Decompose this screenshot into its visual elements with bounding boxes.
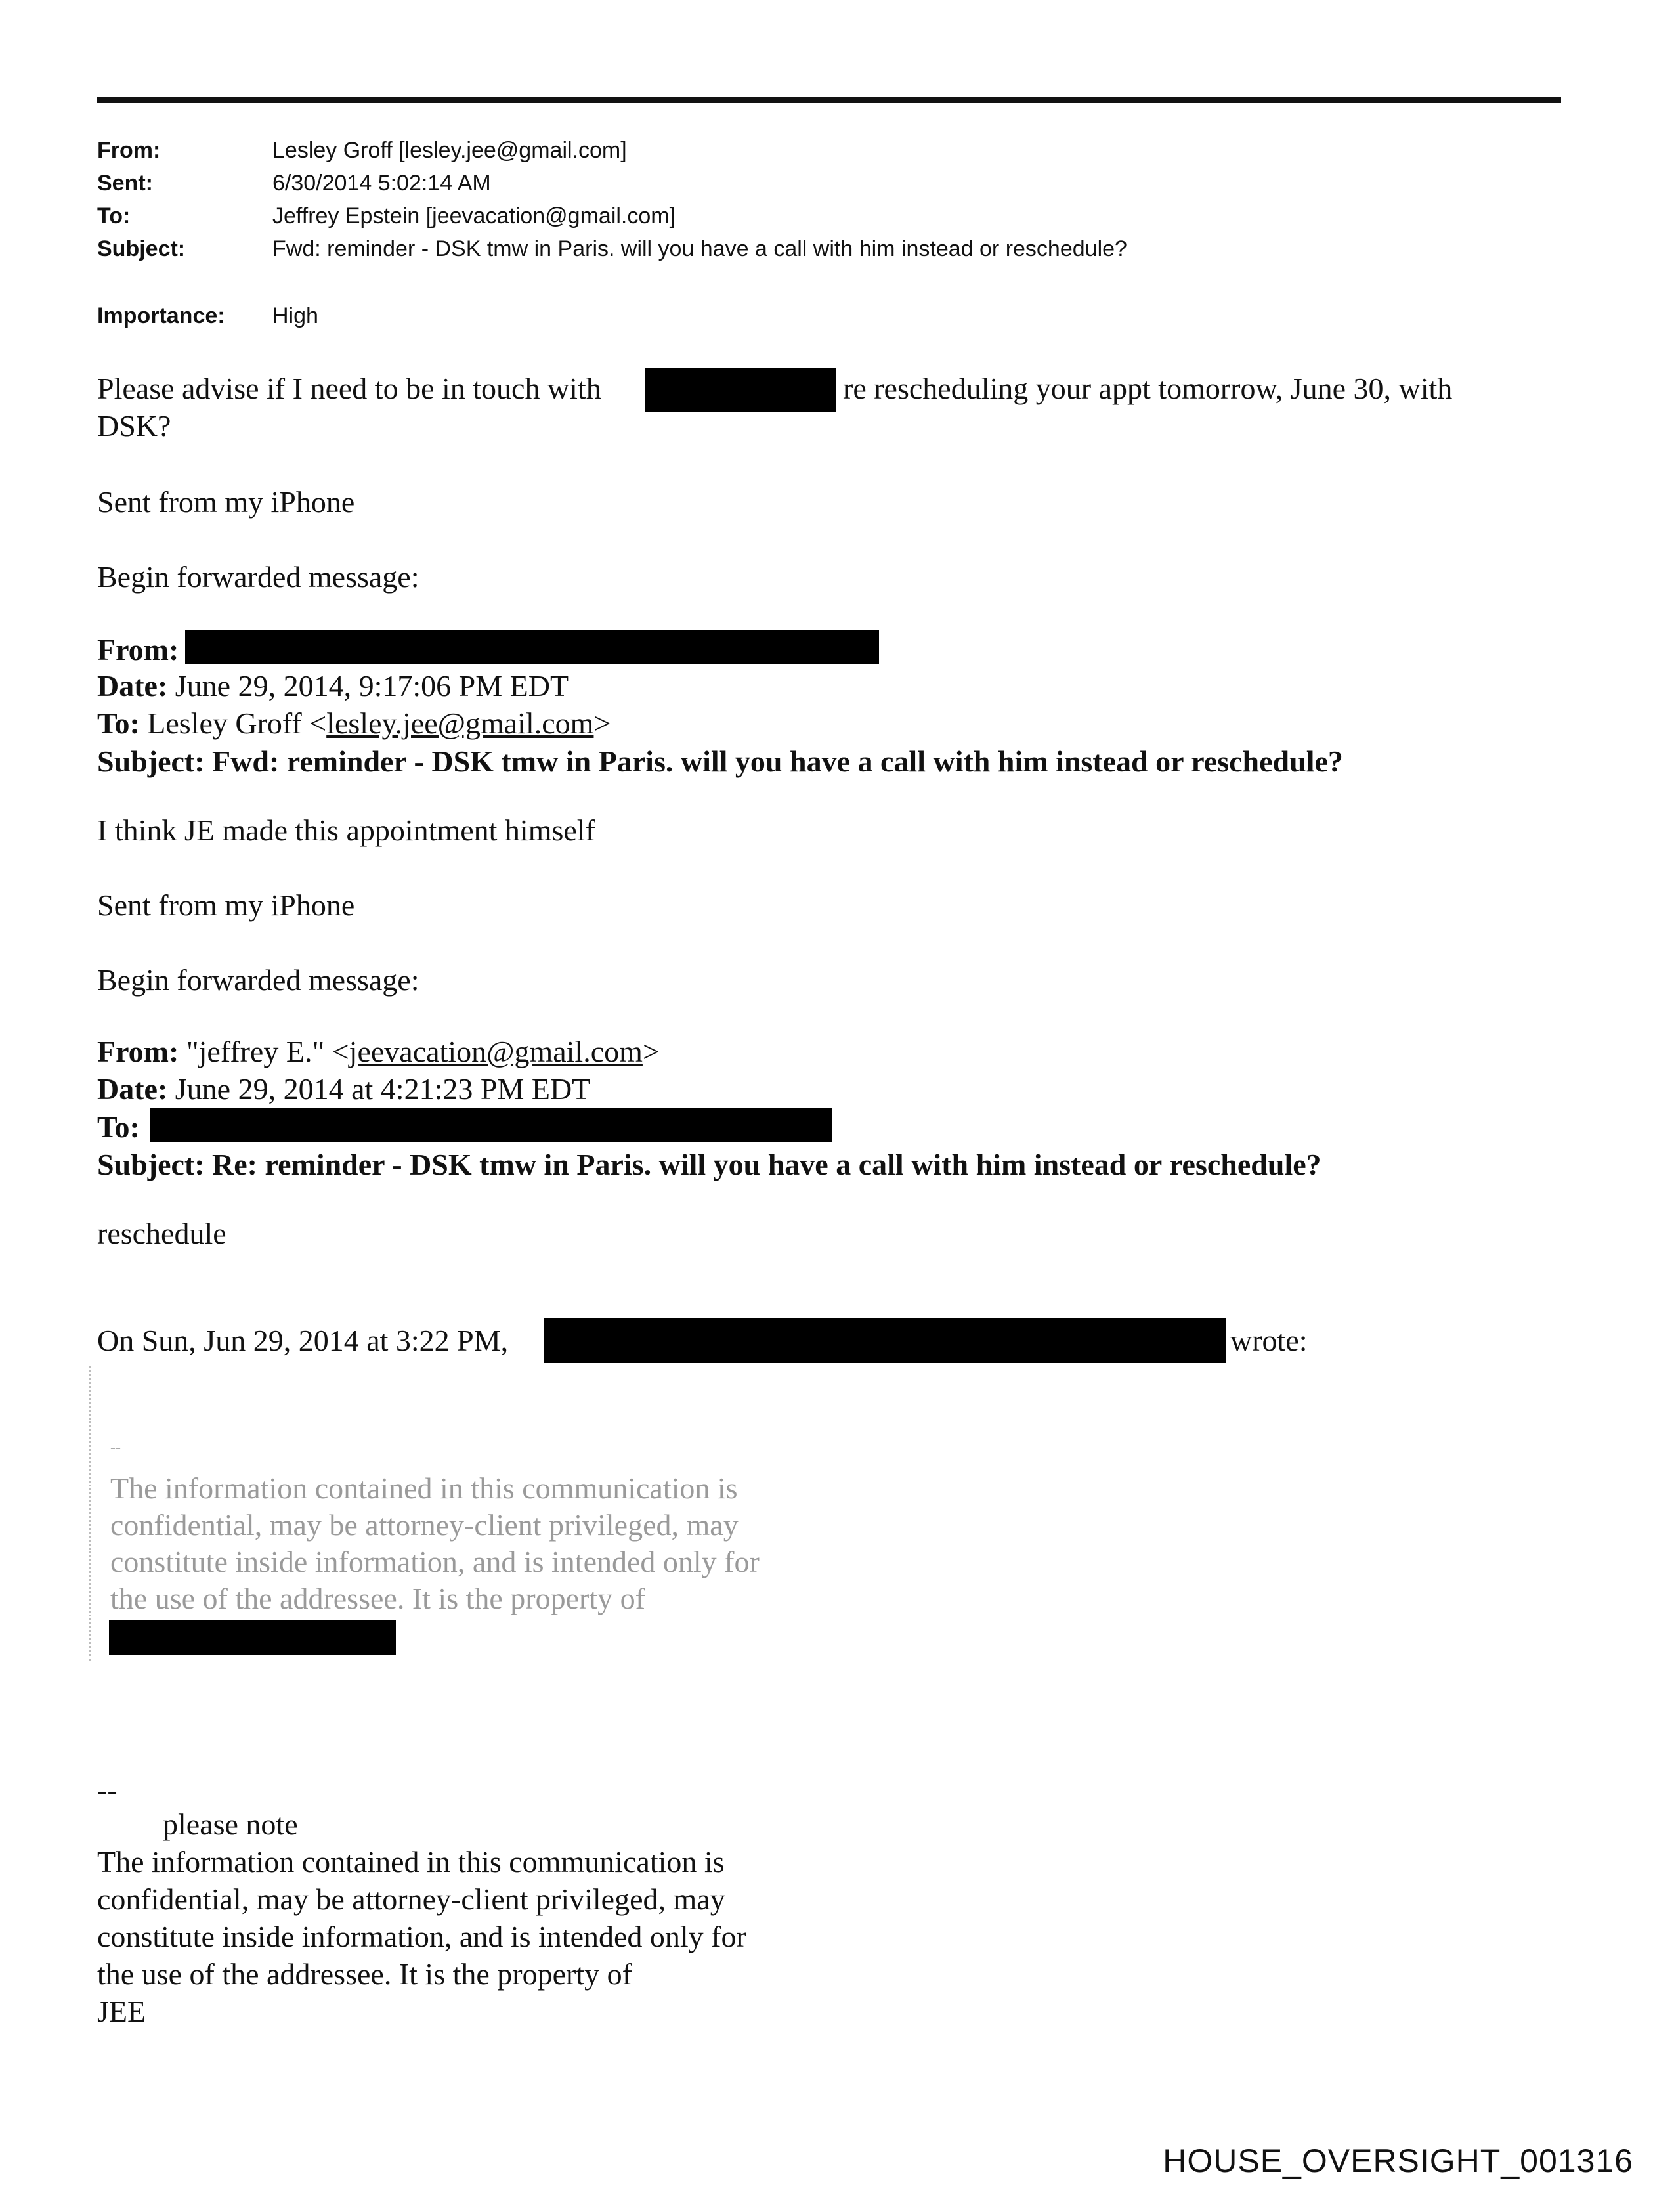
- quote-bar: [89, 1366, 91, 1661]
- header-to-value: Jeffrey Epstein [jeevacation@gmail.com]: [272, 204, 676, 228]
- fwd2-from-email-link[interactable]: jeevacation@gmail.com: [349, 1035, 643, 1068]
- bates-number: HOUSE_OVERSIGHT_001316: [1163, 2142, 1633, 2179]
- quoted-line-2: confidential, may be attorney-client privileged, may: [110, 1508, 739, 1542]
- fwd1-sent-from: Sent from my iPhone: [97, 888, 355, 922]
- header-importance-label: Importance:: [97, 303, 225, 328]
- fwd2-on-line: On Sun, Jun 29, 2014 at 3:22 PM,: [97, 1324, 509, 1357]
- body-line-2: DSK?: [97, 409, 171, 443]
- fwd1-to: To: Lesley Groff <lesley.jee@gmail.com>: [97, 706, 611, 740]
- signature-dashes: --: [97, 1773, 118, 1807]
- redaction-box: [150, 1108, 832, 1142]
- fwd1-date: Date: June 29, 2014, 9:17:06 PM EDT: [97, 669, 569, 703]
- fwd2-wrote: wrote:: [1230, 1324, 1308, 1357]
- header-subject-label: Subject:: [97, 236, 186, 261]
- quoted-dashes: --: [110, 1439, 121, 1456]
- signature-line-3: constitute inside information, and is intended only for: [97, 1920, 746, 1953]
- signature-please-note: please note: [163, 1808, 298, 1841]
- fwd1-body: I think JE made this appointment himself: [97, 813, 595, 847]
- body-line-1a: Please advise if I need to be in touch with: [97, 372, 601, 405]
- fwd1-subject: Subject: Fwd: reminder - DSK tmw in Paris. will you have a call with him instead or reschedule?: [97, 745, 1343, 778]
- sent-from-iphone: Sent from my iPhone: [97, 485, 355, 519]
- quoted-line-4: the use of the addressee. It is the property of: [110, 1582, 645, 1615]
- header-to-label: To:: [97, 204, 131, 228]
- fwd2-date: Date: June 29, 2014 at 4:21:23 PM EDT: [97, 1072, 591, 1106]
- header-importance-value: High: [272, 303, 318, 328]
- fwd1-begin-forwarded: Begin forwarded message:: [97, 963, 419, 997]
- signature-line-1: The information contained in this communication is: [97, 1845, 725, 1878]
- header-from-value: Lesley Groff [lesley.jee@gmail.com]: [272, 138, 627, 163]
- fwd1-to-email-link[interactable]: lesley.jee@gmail.com: [326, 706, 594, 740]
- quoted-line-1: The information contained in this communication is: [110, 1471, 738, 1505]
- redaction-box: [109, 1620, 396, 1655]
- fwd1-from-label: From:: [97, 633, 179, 666]
- signature-line-5: JEE: [97, 1995, 146, 2028]
- fwd2-body: reschedule: [97, 1217, 226, 1250]
- body-line-1b: re rescheduling your appt tomorrow, June 30, with: [843, 372, 1453, 405]
- header-sent-label: Sent:: [97, 171, 153, 196]
- header-subject-value: Fwd: reminder - DSK tmw in Paris. will you have a call with him instead or reschedule?: [272, 236, 1127, 261]
- signature-line-2: confidential, may be attorney-client privileged, may: [97, 1882, 725, 1916]
- header-from-label: From:: [97, 138, 161, 163]
- fwd2-to-label: To:: [97, 1110, 140, 1144]
- signature-line-4: the use of the addressee. It is the property of: [97, 1957, 632, 1991]
- header-sent-value: 6/30/2014 5:02:14 AM: [272, 171, 491, 196]
- redaction-box: [185, 630, 879, 664]
- fwd2-from: From: "jeffrey E." <jeevacation@gmail.com>: [97, 1035, 660, 1068]
- begin-forwarded: Begin forwarded message:: [97, 560, 419, 594]
- fwd2-subject: Subject: Re: reminder - DSK tmw in Paris. will you have a call with him instead or reschedule?: [97, 1148, 1321, 1181]
- quoted-line-3: constitute inside information, and is intended only for: [110, 1545, 760, 1578]
- redaction-box: [544, 1318, 1226, 1363]
- top-rule: [97, 97, 1561, 103]
- redaction-box: [645, 368, 836, 412]
